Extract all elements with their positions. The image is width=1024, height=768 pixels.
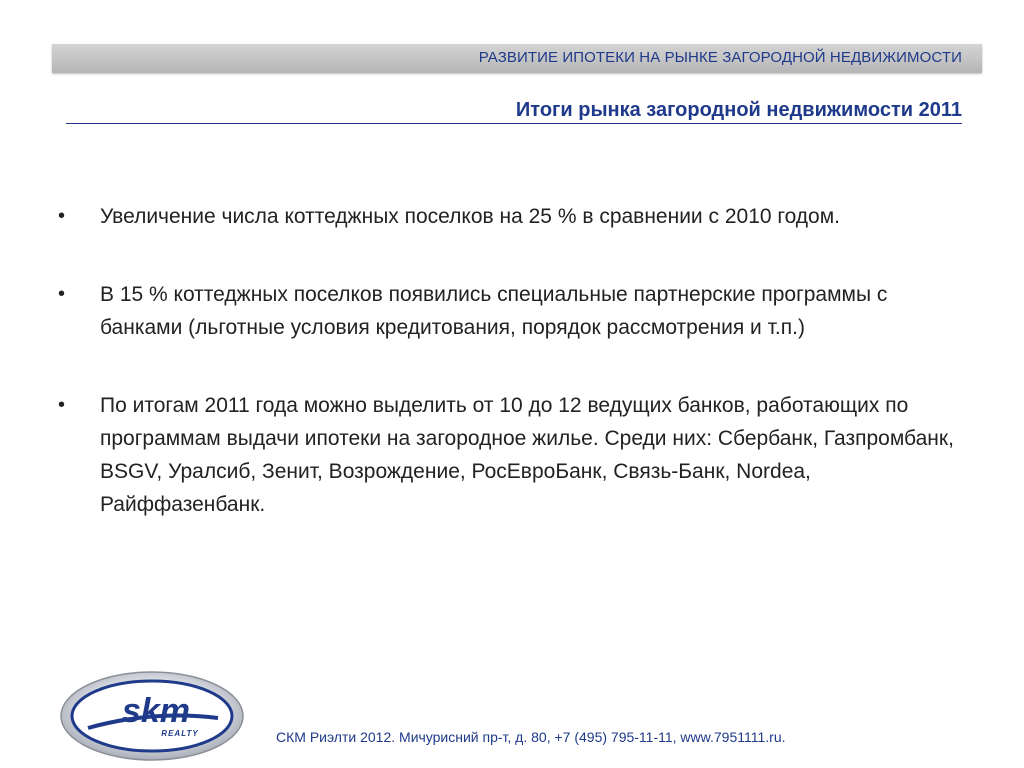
bullet-marker: • bbox=[58, 283, 66, 305]
bullet-text: По итогам 2011 года можно выделить от 10 до 12 ведущих банков, работающих по программам выдачи ипотеки на загородное жилье. Среди них: Сбербанк, Газпромбанк, BSGV, Уралсиб, Зенит, Возрождение, РосЕвроБанк, Связь-Банк, Nordea, Райффазенбанк. bbox=[100, 394, 954, 516]
skm-realty-logo bbox=[58, 670, 246, 762]
bullet-text: В 15 % коттеджных поселков появились специальные партнерские программы с банками (льготные условия кредитования, порядок рассмотрения и т.п.) bbox=[100, 283, 888, 339]
bullet-text: Увеличение числа коттеджных поселков на 25 % в сравнении с 2010 годом. bbox=[100, 205, 841, 228]
bullet-item bbox=[58, 200, 958, 233]
header-title: РАЗВИТИЕ ИПОТЕКИ НА РЫНКЕ ЗАГОРОДНОЙ НЕДВИЖИМОСТИ bbox=[478, 49, 962, 66]
logo-tagline-text: REALTY bbox=[161, 729, 199, 738]
bullet-item bbox=[58, 278, 958, 344]
bullet-list bbox=[58, 200, 958, 566]
slide-subtitle: Итоги рынка загородной недвижимости 2011 bbox=[515, 99, 962, 121]
subtitle-row bbox=[66, 96, 962, 130]
bullet-item bbox=[58, 389, 958, 521]
subtitle-underline bbox=[66, 123, 962, 124]
bullet-marker: • bbox=[58, 205, 66, 227]
bullet-marker: • bbox=[58, 394, 66, 416]
footer-contact: СКМ Риэлти 2012. Мичурисний пр-т, д. 80, +7 (495) 795-11-11, www.7951111.ru. bbox=[276, 729, 786, 745]
logo-brand-text: skm bbox=[121, 692, 191, 730]
header-bar bbox=[52, 44, 982, 73]
